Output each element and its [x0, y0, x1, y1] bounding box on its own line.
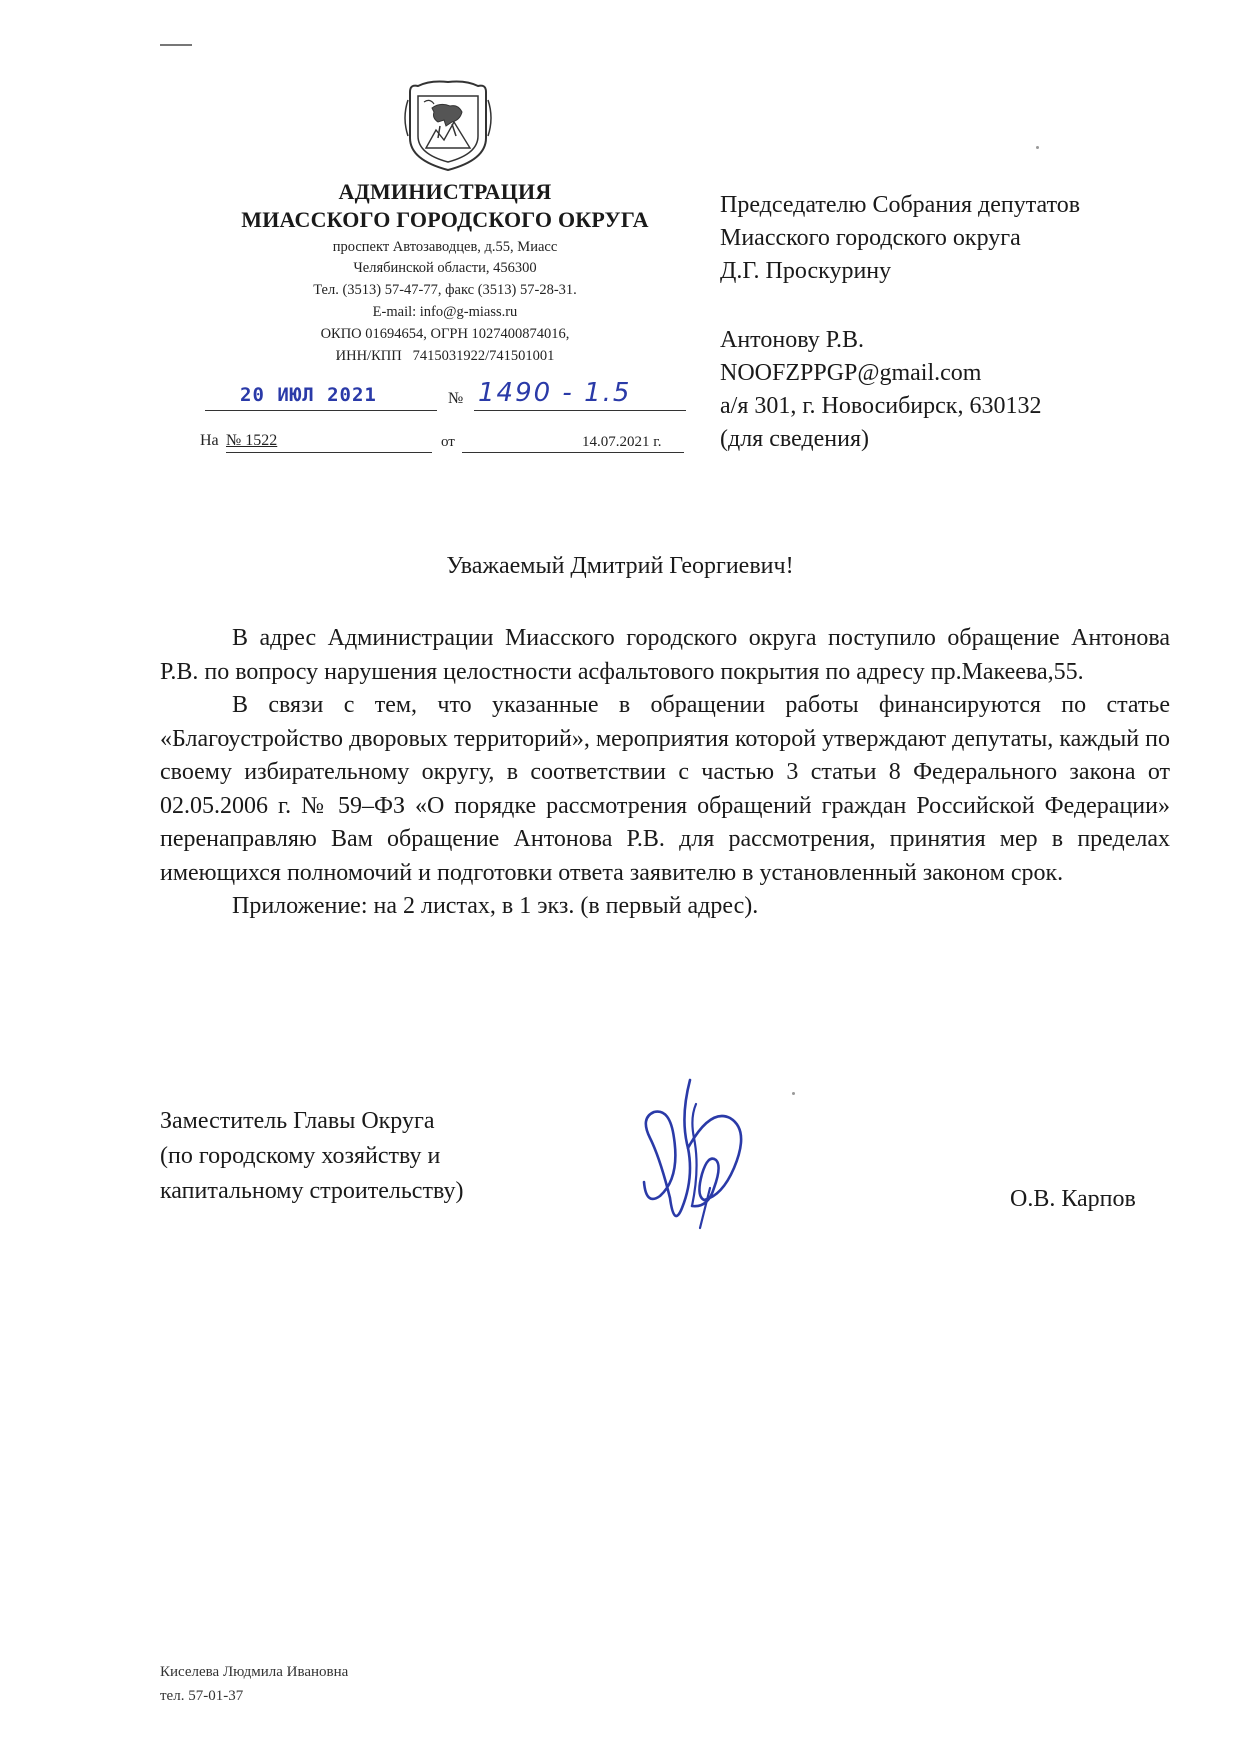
body-paragraph: В связи с тем, что указанные в обращении работы финансируются по статье «Благоустройство дворовых территорий», мероприятия которой утверждают депутаты, каждый по своему избирательному округу, в соответствии с частью 3 статьи 8 Федерального закона от 02.05.2006 г. № 59–ФЗ «О порядке рассмотрения обращений граждан Российской Федерации» перенаправляю Вам обращение Антонова Р.В. для рассмотрения, принятия мер в пределах имеющихся полномочий и подготовки ответа заявителю в установленный законом срок.: [160, 692, 1170, 886]
ref-date-underline: [462, 452, 684, 453]
ref-from-label: от: [441, 434, 455, 450]
org-address-line1: проспект Автозаводцев, д.55, Миасс: [332, 239, 558, 255]
signer-name: О.В. Карпов: [1010, 1186, 1136, 1212]
body-paragraph: В адрес Администрации Миасского городского округа поступило обращение Антонова Р.В. по вопросу нарушения целостности асфальтового покрытия по адресу пр.Макеева,55.: [160, 625, 1170, 685]
scan-speck: [1036, 146, 1039, 149]
signer-title: [160, 1104, 463, 1209]
executor-info: [160, 1660, 348, 1708]
org-name-line2: МИАССКОГО ГОРОДСКОГО ОКРУГА: [241, 207, 649, 232]
org-address-line2: Челябинской области, 456300: [353, 260, 537, 276]
recipient-secondary-line: (для сведения): [720, 426, 869, 452]
handwritten-signature-icon: [630, 1078, 760, 1238]
org-phone-line: Тел. (3513) 57-47-77, факс (3513) 57-28-31.: [313, 282, 577, 298]
signer-title-line: капитальному строительству): [160, 1178, 464, 1204]
recipient-primary-line: Председателю Собрания депутатов: [720, 192, 1081, 218]
recipient-secondary-line: NOOFZPPGP@gmail.com: [720, 360, 982, 386]
date-underline: [205, 410, 437, 411]
scan-speck: [792, 1092, 795, 1095]
number-underline: [474, 410, 686, 411]
executor-phone: тел. 57-01-37: [160, 1688, 244, 1704]
signer-title-line: Заместитель Главы Округа: [160, 1108, 435, 1134]
recipient-primary-line: Миасского городского округа: [720, 225, 1021, 251]
executor-name: Киселева Людмила Ивановна: [160, 1664, 349, 1680]
greeting: Уважаемый Дмитрий Георгиевич!: [446, 553, 794, 579]
recipient-secondary-line: Антонову Р.В.: [720, 327, 865, 353]
date-stamp: 20 ИЮЛ 2021: [240, 384, 377, 406]
org-inn-line: ИНН/КПП 7415031922/741501001: [335, 348, 555, 364]
scan-mark: [160, 44, 192, 46]
ref-label: На: [200, 432, 219, 449]
coat-of-arms-icon: [400, 78, 496, 174]
ref-number: № 1522: [226, 432, 278, 449]
signer-title-line: (по городскому хозяйству и: [160, 1143, 441, 1169]
handwritten-number: 1490 - 1.5: [478, 378, 632, 408]
recipient-secondary-line: а/я 301, г. Новосибирск, 630132: [720, 393, 1042, 419]
recipient-secondary: [720, 324, 1041, 456]
recipient-primary-line: Д.Г. Проскурину: [720, 258, 892, 284]
letter-body: [160, 622, 1170, 924]
body-paragraph: Приложение: на 2 листах, в 1 экз. (в первый адрес).: [232, 893, 759, 919]
org-email-line: E-mail: info@g-miass.ru: [372, 304, 518, 320]
org-name-line1: АДМИНИСТРАЦИЯ: [338, 179, 552, 204]
ref-date: 14.07.2021 г.: [582, 434, 662, 450]
org-okpo-line: ОКПО 01694654, ОГРН 1027400874016,: [320, 326, 570, 342]
recipient-primary: [720, 189, 1080, 288]
number-label: №: [448, 390, 464, 407]
ref-number-underline: [226, 452, 432, 453]
